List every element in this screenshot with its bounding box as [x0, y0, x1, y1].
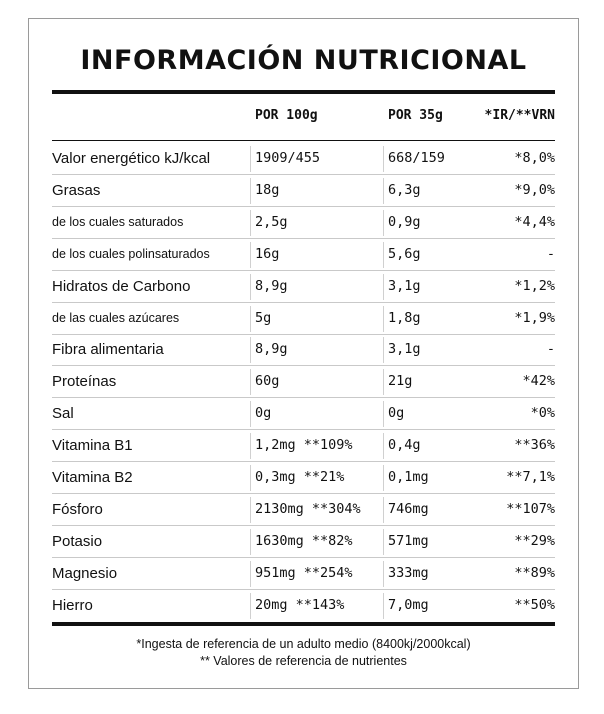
column-divider — [250, 369, 251, 395]
value-per100: 951mg **254% — [255, 564, 353, 581]
header-rule — [52, 140, 555, 141]
value-per35: 6,3g — [388, 181, 421, 198]
table-row — [52, 462, 555, 494]
value-per100: 8,9g — [255, 341, 288, 358]
column-divider — [250, 178, 251, 204]
nutrient-name: de los cuales saturados — [52, 214, 184, 229]
nutrient-name: Proteínas — [52, 373, 117, 391]
value-ir: **107% — [506, 500, 555, 517]
value-per35: 7,0mg — [388, 596, 429, 613]
table-row — [52, 303, 555, 335]
value-ir: *1,9% — [514, 309, 555, 326]
nutrient-name: Fibra alimentaria — [52, 341, 164, 359]
panel-title: INFORMACIÓN NUTRICIONAL — [80, 45, 527, 76]
column-divider — [383, 146, 384, 172]
nutrient-name: Vitamina B2 — [52, 469, 133, 486]
value-ir: *4,4% — [514, 213, 555, 230]
value-ir: **7,1% — [506, 469, 555, 485]
nutrient-name: Fósforo — [52, 500, 103, 518]
value-per100: 8,9g — [255, 277, 288, 294]
footnote-vrn: ** Valores de referencia de nutrientes — [200, 654, 407, 668]
table-row — [52, 366, 555, 398]
column-divider — [250, 306, 251, 332]
nutrient-name: Vitamina B1 — [52, 437, 133, 455]
value-per100: 1630mg **82% — [255, 532, 353, 549]
column-divider — [250, 433, 251, 459]
column-divider — [383, 242, 384, 268]
table-row — [52, 494, 555, 526]
value-per35: 0,1mg — [388, 469, 429, 485]
value-ir: *9,0% — [514, 181, 555, 198]
column-divider — [383, 433, 384, 459]
column-divider — [250, 210, 251, 236]
nutrient-name: Valor energético kJ/kcal — [52, 150, 211, 167]
value-per100: 20mg **143% — [255, 596, 345, 613]
value-per100: 60g — [255, 373, 280, 390]
nutrient-name: de las cuales azúcares — [52, 310, 180, 325]
value-ir: *42% — [522, 373, 555, 390]
table-row — [52, 271, 555, 303]
value-per35: 0,4g — [388, 437, 421, 454]
nutrient-name: Magnesio — [52, 564, 118, 582]
column-divider — [383, 593, 384, 619]
table-row — [52, 558, 555, 590]
column-divider — [383, 306, 384, 332]
header-ir: *IR/**VRN — [484, 108, 555, 123]
value-per35: 3,1g — [388, 277, 421, 294]
column-divider — [250, 497, 251, 523]
value-per35: 1,8g — [388, 309, 421, 326]
value-ir: - — [546, 341, 555, 358]
column-divider — [250, 593, 251, 619]
value-ir: - — [546, 245, 555, 262]
value-per35: 5,6g — [388, 245, 421, 262]
column-divider — [383, 497, 384, 523]
table-row — [52, 526, 555, 558]
value-per100: 1,2mg **109% — [255, 437, 353, 454]
footnote-ir: *Ingesta de referencia de un adulto medio (8400kj/2000kcal) — [136, 637, 471, 651]
column-divider — [383, 369, 384, 395]
value-per100: 0,3mg **21% — [255, 469, 345, 485]
value-per100: 5g — [255, 309, 272, 326]
column-divider — [250, 146, 251, 172]
value-per35: 0g — [388, 405, 405, 422]
table-row — [52, 239, 555, 271]
value-ir: *0% — [530, 405, 555, 422]
column-divider — [250, 465, 251, 491]
table-row — [52, 334, 555, 366]
value-ir: **89% — [514, 564, 555, 581]
column-divider — [250, 274, 251, 300]
column-divider — [383, 401, 384, 427]
nutrient-name: Potasio — [52, 532, 103, 550]
value-per100: 0g — [255, 405, 272, 422]
value-per35: 746mg — [388, 500, 429, 517]
value-ir: *8,0% — [514, 150, 555, 166]
column-divider — [250, 242, 251, 268]
value-per100: 18g — [255, 181, 280, 198]
table-bottom-rule — [52, 622, 555, 626]
nutrient-name: Hierro — [52, 596, 93, 614]
table-row — [52, 143, 555, 175]
column-divider — [383, 274, 384, 300]
value-ir: **29% — [514, 532, 555, 549]
table-row — [52, 207, 555, 239]
value-per35: 0,9g — [388, 213, 421, 230]
column-divider — [383, 210, 384, 236]
value-per35: 21g — [388, 373, 413, 390]
nutrient-name: Hidratos de Carbono — [52, 277, 191, 295]
value-ir: **36% — [514, 437, 555, 454]
value-ir: **50% — [514, 596, 555, 613]
nutrition-panel — [28, 18, 579, 689]
table-row — [52, 398, 555, 430]
value-ir: *1,2% — [514, 277, 555, 294]
column-divider — [250, 337, 251, 363]
table-row — [52, 590, 555, 622]
table-row — [52, 175, 555, 207]
title-rule — [52, 90, 555, 94]
table-row — [52, 430, 555, 462]
header-per100: POR 100g — [255, 108, 318, 123]
value-per100: 2130mg **304% — [255, 500, 361, 517]
value-per35: 571mg — [388, 532, 429, 549]
value-per35: 333mg — [388, 564, 429, 581]
column-divider — [383, 178, 384, 204]
value-per35: 3,1g — [388, 341, 421, 358]
nutrient-name: Grasas — [52, 181, 101, 199]
value-per35: 668/159 — [388, 150, 445, 166]
value-per100: 1909/455 — [255, 150, 321, 166]
column-divider — [250, 401, 251, 427]
column-divider — [383, 529, 384, 555]
column-divider — [250, 529, 251, 555]
column-divider — [383, 337, 384, 363]
column-divider — [383, 465, 384, 491]
value-per100: 2,5g — [255, 213, 288, 230]
value-per100: 16g — [255, 245, 280, 262]
column-divider — [250, 561, 251, 587]
nutrient-name: Sal — [52, 405, 74, 423]
header-per35: POR 35g — [388, 108, 443, 123]
nutrient-name: de los cuales polinsaturados — [52, 246, 210, 261]
column-divider — [383, 561, 384, 587]
